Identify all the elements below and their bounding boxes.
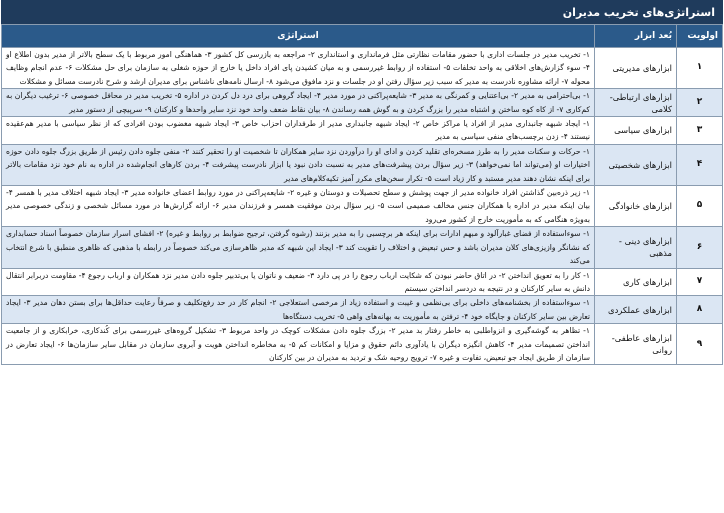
row-tool: ابزارهای سیاسی bbox=[595, 117, 677, 145]
header-strategy: استراتژی bbox=[2, 25, 595, 48]
table-row bbox=[2, 268, 723, 296]
row-priority: ۱ bbox=[677, 48, 723, 89]
row-strategy: ۱- سوءاستفاده از فضای غبارآلود و مبهم ادارات برای اینکه هر برچسبی را به مدیر بزنند (رشوه گرفتن، ترجیح ضوابط بر روابط و غیره) ۲- افشای اسرار سازمان خصوصاً اسناد حسابداری که نشانگر وازیزی‌های کلان مدیران باشد و حس تبعیض و اختلاف را تقویت کند ۳- ایجاد این شبهه که مدیر ظاهرسازی می‌کند خصوصاً در رابطه با مذهبی که ظاهری منطبق با شرع انتخاب می‌کند bbox=[2, 227, 595, 268]
table-row bbox=[2, 48, 723, 89]
table-row bbox=[2, 117, 723, 145]
table-row bbox=[2, 89, 723, 117]
row-priority: ۲ bbox=[677, 89, 723, 117]
row-strategy: ۱- سوءاستفاده از بخشنامه‌های داخلی برای بی‌نظمی و غیبت و استفاده زیاد از مرخصی استعلاجی ۲- انجام کار در حد رفع‌تکلیف و صرفاً رعایت حداقل‌ها برای بستن دهان مدیر ۳- ایجاد تعارض بین سایر کارکنان و جایگاه خود ۴- ترفتن به مأموریت به بهانه‌های واهی ۵- تخریب دستگاه‌ها bbox=[2, 296, 595, 324]
row-priority: ۹ bbox=[677, 324, 723, 365]
table-row bbox=[2, 144, 723, 185]
table-title: استراتژی‌های تخریب مدیران bbox=[1, 0, 723, 24]
row-tool: ابزارهای کاری bbox=[595, 268, 677, 296]
table-row bbox=[2, 186, 723, 227]
row-strategy: ۱- بی‌احترامی به مدیر ۲- بی‌اعتنایی و کمرنگی به مدیر ۳- شایعه‌پراکنی در مورد مدیر ۴- ایجاد گروهی برای درد دل کردن در اداره ۵- تخریب مدیر در محافل خصوصی ۶- ترغیب دیگران به کم‌کاری ۷- از کاه کوه ساختن و اشتباه مدیر را بزرگ کردن و به گوش همه رساندن ۸- بیان نقاط ضعف واحد خود نزد سایر واحدها و کارکنان ۹- سرپیچی از دستور مدیر bbox=[2, 89, 595, 117]
row-priority: ۳ bbox=[677, 117, 723, 145]
row-strategy: ۱- زیر ذره‌بین گذاشتن افراد خانواده مدیر از جهت پوشش و سطح تحصیلات و دوستان و غیره ۲- شایعه‌پراکنی در مورد روابط اعضای خانواده مدیر ۳- ایجاد شبهه اختلاف مدیر با همسر ۴- بیان اینکه مدیر در اداره با همکاران جنس مخالف صمیمی است ۵- زیر سؤال بردن موفقیت همسر و فرزندان مدیر ۶- ارائه گزارش‌ها در مورد مسائل شخصی و زندگی خصوصی مدیر به‌ویژه هنگامی که به مأموریت خارج از کشور می‌رود bbox=[2, 186, 595, 227]
strategy-table-container bbox=[1, 0, 723, 365]
table-header-row bbox=[2, 25, 723, 48]
row-priority: ۷ bbox=[677, 268, 723, 296]
table-row bbox=[2, 324, 723, 365]
row-strategy: ۱- کار را به تعویق انداختن ۲- در اتاق حاضر نبودن که شکایت ارباب رجوع را در پی دارد ۳- ضعیف و ناتوان یا بی‌تدبیر جلوه دادن مدیر نزد همکاران و ارباب رجوع ۴- مقاومت دربرابر انتقال دانش به سایر کارکنان و در نتیجه به دردسر انداختن سیستم bbox=[2, 268, 595, 296]
header-tool: بُعد ابزار bbox=[595, 25, 677, 48]
table-row bbox=[2, 227, 723, 268]
row-tool: ابزارهای مدیریتی bbox=[595, 48, 677, 89]
row-strategy: ۱- تخریب مدیر در جلسات اداری با حضور مقامات نظارتی مثل فرمانداری و استانداری ۲- مراجعه به بازرسی کل کشور ۳- هماهنگی امور مربوط با یک سطح بالاتر از مدیر بدون اطلاع او ۴- سوء گزارش‌های اخلاقی به واحد تخلفات ۵- استفاده از روابط غیررسمی و به میان کشیدن پای افراد داخل یا خارج از حوزه شغلی به سازمان برای حل مشکلات ۶- عدم انجام وظایف محوله ۷- ارائه مشاوره نادرست به مدیر که سبب زیر سؤال رفتن او در جلسات و نزد مافوق می‌شود ۸- ارسال نامه‌های ناشناس برای مدیران ارشد و شرح نادرست مسائل و مشکلات bbox=[2, 48, 595, 89]
row-priority: ۴ bbox=[677, 144, 723, 185]
row-tool: ابزارهای شخصیتی bbox=[595, 144, 677, 185]
row-tool: ابزارهای دینی - مذهبی bbox=[595, 227, 677, 268]
row-strategy: ۱- تظاهر به گوشه‌گیری و انزواطلبی به خاطر رفتار بد مدیر ۲- بزرگ جلوه دادن مشکلات کوچک در واحد مربوط ۳- تشکیل گروه‌های غیررسمی برای کُندکاری، خرابکاری و از جامعیت انداختن تصمیمات مدیر ۴- کاهش انگیزه دیگران با یادآوری دائم حقوق و مزایا و امکانات کم ۵- به مخاطره انداختن هویت و آبروی سازمان در مقابل سایر سازمان‌ها ۶- ایجاد تعارض در سازمان از طریق ایجاد جو تبعیض، تفاوت و غیره ۷- ترویج روحیه شک و تردید به مدیران در بین کارکنان bbox=[2, 324, 595, 365]
row-tool: ابزارهای عملکردی bbox=[595, 296, 677, 324]
row-tool: ابزارهای ارتباطی- کلامی bbox=[595, 89, 677, 117]
row-tool: ابزارهای عاطفی- روانی bbox=[595, 324, 677, 365]
row-priority: ۶ bbox=[677, 227, 723, 268]
row-priority: ۵ bbox=[677, 186, 723, 227]
header-priority: اولویت bbox=[677, 25, 723, 48]
strategy-table bbox=[1, 24, 723, 365]
row-strategy: ۱- ایجاد شبهه جانبداری مدیر از افراد یا مراکز خاص ۲- ایجاد شبهه جانبداری مدیر از طرفداران احزاب خاص ۳- ایجاد شبهه مغضوب بودن افرادی که از نظر سیاسی با مدیر هم‌عقیده نیستند ۴- زدن برچسب‌های منفی سیاسی به مدیر bbox=[2, 117, 595, 145]
row-priority: ۸ bbox=[677, 296, 723, 324]
row-tool: ابزارهای خانوادگی bbox=[595, 186, 677, 227]
row-strategy: ۱- حرکات و سکنات مدیر را به طرز مسخره‌ای تقلید کردن و ادای او را درآوردن نزد سایر همکاران تا شخصیت او را تحقیر کنند ۲- منفی جلوه دادن رئیس از طریق بزرگ جلوه دادن حوزه اختیارات او (می‌تواند اما نمی‌خواهد) ۳- زیر سؤال بردن پیشرفت‌های مدیر به نسبت دادن نبود یا ابزار نادرست پیشرفت ۴- بردن کارهای انجام‌شده در اداره به نام خود نزد مقامات بالاتر برای اینکه نشان دهند مدیر مستبد و کار زیاد است ۵- تکرار سخن‌های مکرر آمیز تکیه‌کلام‌های مدیر bbox=[2, 144, 595, 185]
table-row bbox=[2, 296, 723, 324]
